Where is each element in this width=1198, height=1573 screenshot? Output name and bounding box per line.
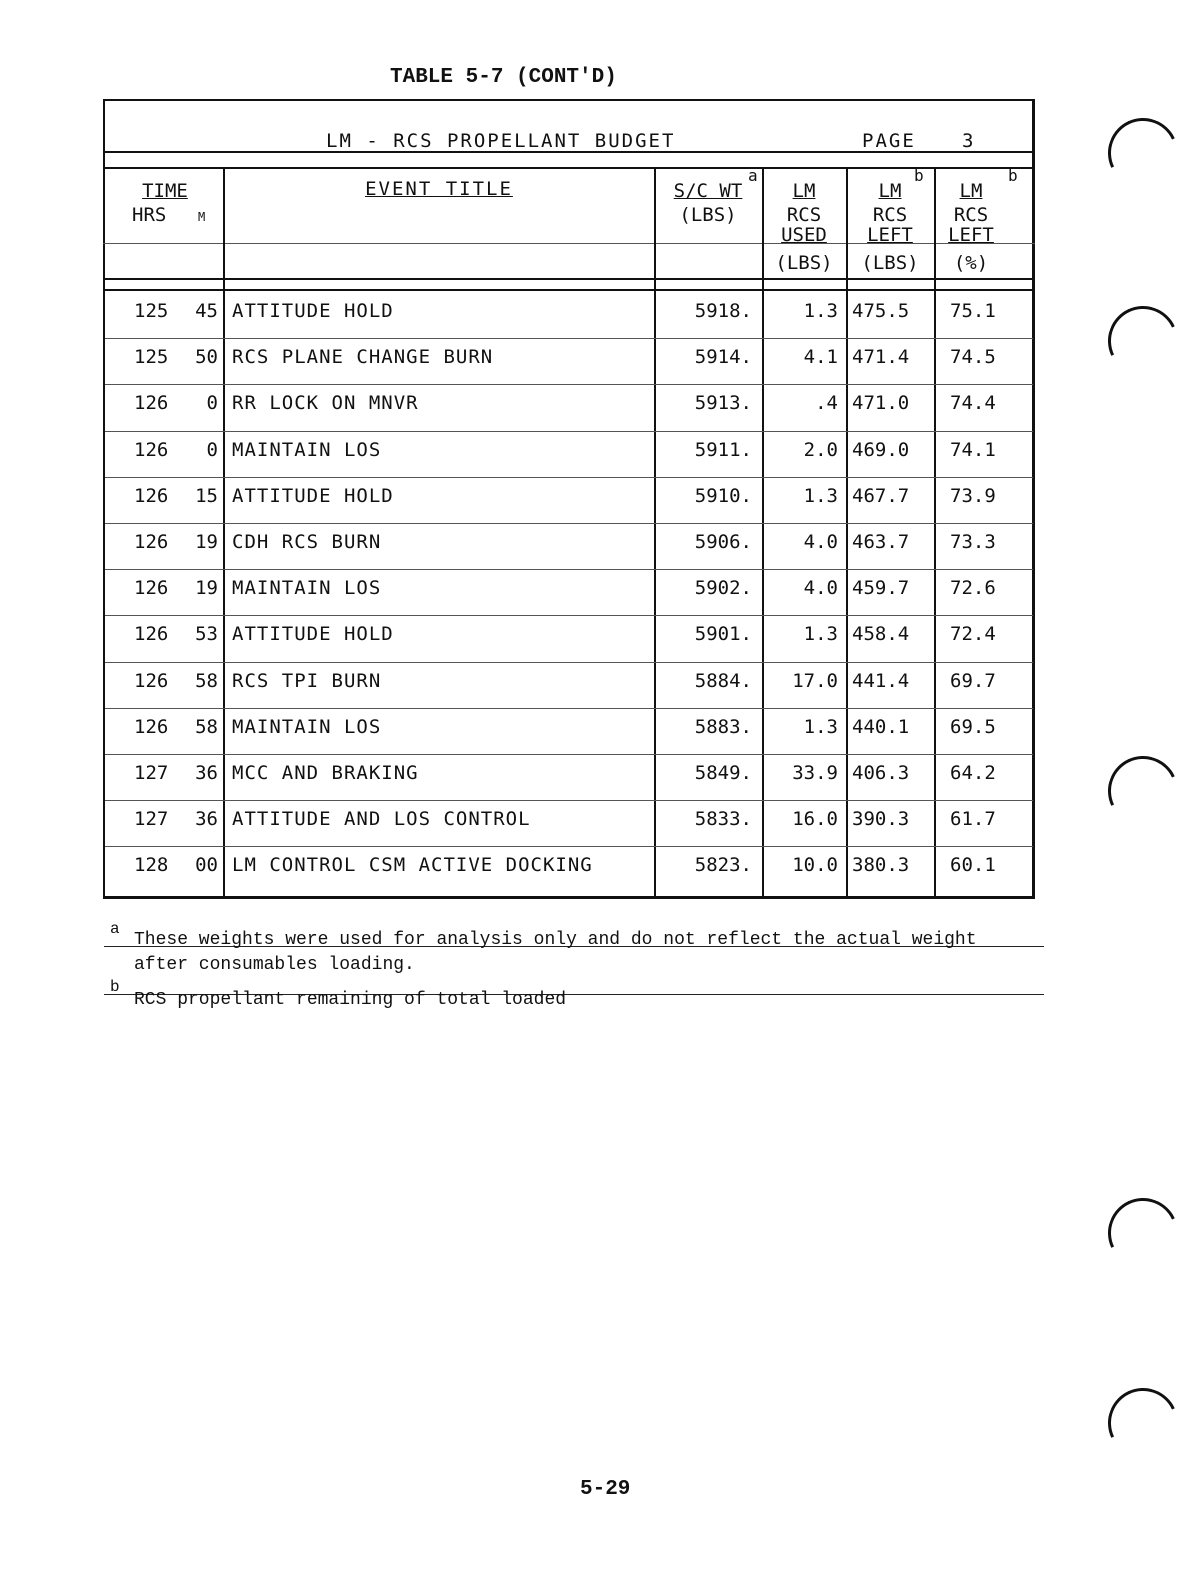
cell-rcs-left: 467.7: [852, 484, 910, 507]
header-used-unit: (LBS): [775, 252, 833, 274]
page-label: PAGE: [862, 130, 916, 152]
row-separator: [105, 754, 1033, 755]
cell-rcs-left-pct: 73.3: [950, 531, 996, 553]
cell-rcs-left-pct: 64.2: [950, 762, 996, 784]
cell-sc-weight: 5902.: [694, 577, 752, 600]
row-separator: [105, 708, 1033, 709]
row-separator: [105, 662, 1033, 663]
cell-rcs-left-pct: 69.5: [950, 715, 996, 738]
header-wt: S/C WT: [673, 180, 743, 202]
cell-hrs: 125: [134, 300, 169, 322]
document-page-number: 5-29: [580, 1478, 631, 1501]
cell-rcs-used: 2.0: [803, 438, 838, 461]
cell-hrs: 127: [134, 762, 169, 784]
header-pct-2: RCS: [953, 204, 989, 226]
footnote-a-line2: after consumables loading.: [134, 955, 415, 975]
header-left-2: RCS: [872, 204, 908, 226]
col-sep-event: [654, 167, 656, 899]
cell-event-title: LM CONTROL CSM ACTIVE DOCKING: [232, 854, 593, 877]
cell-hrs: 126: [134, 623, 169, 646]
cell-hrs: 128: [134, 854, 169, 877]
cell-sc-weight: 5849.: [694, 762, 752, 784]
cell-event-title: ATTITUDE HOLD: [232, 623, 394, 646]
cell-min: 45: [195, 300, 218, 322]
cell-rcs-used: 33.9: [792, 762, 838, 784]
cell-rcs-left-pct: 69.7: [950, 669, 996, 692]
binder-hole-2: [1098, 296, 1188, 386]
cell-rcs-left-pct: 60.1: [950, 854, 996, 877]
cell-rcs-left: 390.3: [852, 808, 910, 831]
row-separator: [105, 569, 1033, 570]
col-sep-used: [846, 167, 848, 899]
cell-rcs-left-pct: 74.4: [950, 392, 996, 415]
cell-rcs-used: 1.3: [803, 300, 838, 322]
cell-rcs-left: 440.1: [852, 715, 910, 738]
footnote-b-mark: b: [110, 978, 120, 996]
cell-rcs-left-pct: 75.1: [950, 300, 996, 322]
cell-rcs-left-pct: 74.1: [950, 438, 996, 461]
cell-sc-weight: 5906.: [694, 531, 752, 553]
cell-rcs-used: 1.3: [803, 715, 838, 738]
cell-sc-weight: 5914.: [694, 346, 752, 369]
table-title: TABLE 5-7 (CONT'D): [390, 66, 617, 89]
cell-sc-weight: 5918.: [694, 300, 752, 322]
cell-event-title: ATTITUDE AND LOS CONTROL: [232, 808, 531, 831]
footnote-b-text: RCS propellant remaining of total loaded: [134, 990, 567, 1010]
cell-event-title: RCS PLANE CHANGE BURN: [232, 346, 494, 369]
row-separator: [105, 384, 1033, 385]
cell-sc-weight: 5913.: [694, 392, 752, 415]
cell-rcs-left: 469.0: [852, 438, 910, 461]
binder-hole-1: [1098, 108, 1188, 198]
cell-rcs-used: 4.1: [803, 346, 838, 369]
header-note-a: a: [748, 166, 758, 185]
header-note-b: b: [914, 166, 924, 185]
header-wt-unit: (LBS): [679, 204, 737, 226]
row-separator: [105, 615, 1033, 616]
header-pct-unit: (%): [953, 252, 989, 274]
cell-rcs-left: 406.3: [852, 762, 910, 784]
cell-rcs-left: 471.4: [852, 346, 910, 369]
header-pct-3: LEFT: [948, 224, 994, 246]
cell-min: 19: [195, 531, 218, 553]
cell-rcs-left-pct: 61.7: [950, 808, 996, 831]
cell-rcs-left: 463.7: [852, 531, 910, 553]
cell-event-title: CDH RCS BURN: [232, 531, 382, 553]
cell-hrs: 126: [134, 669, 169, 692]
cell-rcs-used: 4.0: [803, 531, 838, 553]
cell-event-title: MAINTAIN LOS: [232, 438, 382, 461]
cell-rcs-left: 380.3: [852, 854, 910, 877]
cell-rcs-left-pct: 72.6: [950, 577, 996, 600]
cell-rcs-used: 17.0: [792, 669, 838, 692]
footnote-a-line1: These weights were used for analysis only and do not reflect the actual weight: [134, 930, 977, 950]
binder-hole-3: [1098, 746, 1188, 836]
header-event-title: EVENT TITLE: [365, 178, 513, 200]
cell-rcs-left-pct: 74.5: [950, 346, 996, 369]
body-top-line: [103, 289, 1035, 291]
header-time: TIME: [142, 180, 188, 202]
cell-event-title: MAINTAIN LOS: [232, 715, 382, 738]
cell-hrs: 126: [134, 438, 169, 461]
cell-rcs-left: 459.7: [852, 577, 910, 600]
cell-hrs: 125: [134, 346, 169, 369]
cell-rcs-left: 458.4: [852, 623, 910, 646]
cell-sc-weight: 5883.: [694, 715, 752, 738]
cell-min: 36: [195, 808, 218, 831]
footnote-a-mark: a: [110, 920, 120, 938]
cell-hrs: 126: [134, 531, 169, 553]
header-used-2: RCS: [786, 204, 822, 226]
cell-event-title: RCS TPI BURN: [232, 669, 382, 692]
cell-rcs-left: 471.0: [852, 392, 910, 415]
budget-title: LM - RCS PROPELLANT BUDGET: [326, 130, 676, 152]
header-left-1: LM: [878, 180, 902, 202]
col-sep-left: [934, 167, 936, 899]
title-underline: [103, 151, 1035, 153]
cell-rcs-left: 475.5: [852, 300, 910, 322]
cell-rcs-left-pct: 72.4: [950, 623, 996, 646]
cell-hrs: 126: [134, 484, 169, 507]
cell-sc-weight: 5901.: [694, 623, 752, 646]
header-pct-1: LM: [959, 180, 983, 202]
header-min: M: [198, 210, 206, 224]
cell-min: 15: [195, 484, 218, 507]
cell-rcs-left-pct: 73.9: [950, 484, 996, 507]
cell-min: 58: [195, 715, 218, 738]
cell-sc-weight: 5910.: [694, 484, 752, 507]
row-separator: [105, 800, 1033, 801]
cell-event-title: RR LOCK ON MNVR: [232, 392, 419, 415]
cell-min: 36: [195, 762, 218, 784]
col-sep-wt: [762, 167, 764, 899]
cell-rcs-used: 1.3: [803, 623, 838, 646]
binder-hole-5: [1098, 1378, 1188, 1468]
header-left-unit: (LBS): [861, 252, 919, 274]
header-used-3: USED: [781, 224, 827, 246]
cell-event-title: ATTITUDE HOLD: [232, 300, 394, 322]
header-note-b2: b: [1008, 166, 1018, 185]
cell-rcs-used: .4: [815, 392, 838, 415]
cell-rcs-used: 10.0: [792, 854, 838, 877]
cell-rcs-used: 16.0: [792, 808, 838, 831]
cell-min: 58: [195, 669, 218, 692]
cell-sc-weight: 5833.: [694, 808, 752, 831]
cell-rcs-used: 1.3: [803, 484, 838, 507]
col-sep-time: [223, 167, 225, 899]
cell-hrs: 127: [134, 808, 169, 831]
cell-rcs-left: 441.4: [852, 669, 910, 692]
cell-hrs: 126: [134, 577, 169, 600]
cell-event-title: MAINTAIN LOS: [232, 577, 382, 600]
header-used-1: LM: [792, 180, 816, 202]
header-top-line: [103, 167, 1035, 169]
row-separator: [105, 523, 1033, 524]
page-number-in-table: 3: [962, 130, 974, 152]
cell-hrs: 126: [134, 715, 169, 738]
cell-sc-weight: 5911.: [694, 438, 752, 461]
cell-rcs-used: 4.0: [803, 577, 838, 600]
cell-event-title: ATTITUDE HOLD: [232, 484, 394, 507]
header-hrs: HRS: [132, 204, 167, 226]
cell-min: 53: [195, 623, 218, 646]
row-separator: [105, 431, 1033, 432]
cell-min: 0: [206, 392, 218, 415]
cell-min: 50: [195, 346, 218, 369]
cell-min: 19: [195, 577, 218, 600]
cell-sc-weight: 5823.: [694, 854, 752, 877]
binder-hole-4: [1098, 1188, 1188, 1278]
cell-min: 0: [206, 438, 218, 461]
row-separator: [105, 477, 1033, 478]
header-left-3: LEFT: [867, 224, 913, 246]
header-bottom-line: [103, 278, 1035, 280]
cell-event-title: MCC AND BRAKING: [232, 762, 419, 784]
cell-min: 00: [195, 854, 218, 877]
row-separator: [105, 338, 1033, 339]
row-separator: [105, 846, 1033, 847]
cell-sc-weight: 5884.: [694, 669, 752, 692]
cell-hrs: 126: [134, 392, 169, 415]
